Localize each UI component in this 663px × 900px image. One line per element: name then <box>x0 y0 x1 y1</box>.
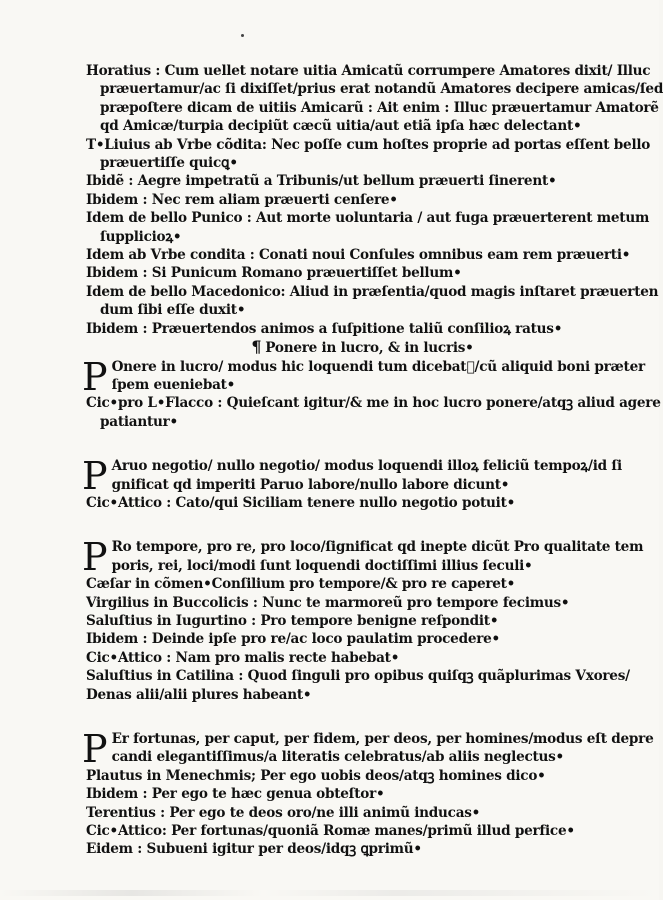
spacer <box>86 704 599 730</box>
text-line: Saluſtius in Catilina : Quod ſinguli pro opibus quiſqꝫ quãplurimas Vxores/ <box>86 668 630 685</box>
text-line: gnificat qd imperiti Paruo labore/nullo labore dicunt• <box>111 476 510 493</box>
text-line: qd Amicæ/turpia decipiũt cæcũ uitia/aut etiã ipſa hæc delectant• <box>100 118 582 135</box>
text-line: Cic•Attico: Per fortunas/quoniã Romæ manes/primũ illud perfice• <box>86 823 575 840</box>
heading-text: Ponere in lucro, & in lucris• <box>265 340 474 357</box>
paragraph <box>82 727 654 771</box>
text-line: Ibidem : Si Punicum Romano præuertiſſet bellum• <box>86 265 462 282</box>
text-line: præuertiſſe quicꝗ• <box>100 155 238 172</box>
text-line: Eidem : Subueni igitur per deos/idqꝫ ꝗprimũ• <box>86 841 422 858</box>
text-line: Ibidem : Nec rem aliam præuerti cenſere• <box>86 191 398 208</box>
text-line: præpoſtere dicam de uitiis Amicarũ : Ait enim : Illuc præuertamur Amatorẽ <box>100 99 659 116</box>
text-line: T•Liuius ab Vrbe cõdita: Nec poſſe cum hoſtes proprie ad portas eſſent bello <box>86 136 651 153</box>
text-line: Ro tempore, pro re, pro loco/ſignificat qd inepte dicũt Pro qualitate tem <box>111 539 644 556</box>
text-line: ſpem eueniebat• <box>111 376 236 393</box>
text-line: Denas alii/alii plures habeant• <box>86 686 312 703</box>
text-line: Aruo negotio/ nullo negotio/ modus loquendi illoꝝ feliciũ tempoꝝ/id ſi <box>111 458 622 475</box>
spacer <box>86 431 599 457</box>
section-ponere-in-lucro <box>82 354 661 432</box>
spacer <box>86 512 599 538</box>
text-line: patiantur• <box>100 413 178 430</box>
section-pro-tempore <box>82 535 644 704</box>
drop-cap: P <box>82 354 108 399</box>
text-line: Ibidẽ : Aegre impetratũ a Tribunis/ut bellum præuerti ſinerent• <box>86 173 557 190</box>
paragraph <box>82 535 644 580</box>
scan-edge <box>0 890 659 896</box>
drop-cap: P <box>82 535 108 580</box>
text-line: Onere in lucro/ modus hic loquendi tum dicebatᷓ/cũ aliquid boni præter <box>111 358 645 375</box>
drop-cap: P <box>82 727 108 771</box>
text-line: Er fortunas, per caput, per fidem, per deos, per homines/modus eſt depre <box>111 731 654 747</box>
paragraph <box>82 354 645 399</box>
text-line: Ibidem : Deinde ipſe pro re/ac loco paulatim procedere• <box>86 631 500 648</box>
text-line: Cæſar in cõmen•Conſilium pro tempore/& pro re caperet• <box>86 576 516 593</box>
text-line: Idem ab Vrbe condita : Conati noui Conſules omnibus eam rem præuerti• <box>86 247 631 264</box>
section-paruo-negotio <box>82 454 622 512</box>
text-line: ſupplicioꝝ• <box>100 228 182 245</box>
paragraph <box>82 454 622 499</box>
text-line: Cic•pro L•Flacco : Quieſcant igitur/& me in hoc lucro ponere/atqꝫ aliud agere <box>86 395 661 412</box>
text-line: poris, rei, loci/modi ſunt loquendi doctiſſimi illius ſeculi• <box>111 557 533 574</box>
section-per-fortunas <box>82 727 654 859</box>
text-line: Idem de bello Punico : Aut morte uoluntaria / aut fuga præuerterent metum <box>86 210 650 227</box>
text-line: præuertamur/ac ſi dixiſſet/prius erat notandũ Amatores decipere amicas/ſed <box>100 81 663 98</box>
pilcrow-icon: ¶ <box>251 337 262 357</box>
text-line: candi elegantiſſimus/a literatis celebratus/ab aliis neglectus• <box>111 749 564 766</box>
text-line: Virgilius in Buccolicis : Nunc te marmoreũ pro tempore fecimus• <box>86 594 570 611</box>
section-praeuertere <box>86 62 663 338</box>
text-line: Idem de bello Macedonico: Aliud in præſentia/quod magis inſtaret præuerten <box>86 283 659 300</box>
section-heading <box>86 338 599 357</box>
text-line: dum ſibi eſſe duxit• <box>100 302 246 319</box>
text-line: Cic•Attico : Cato/qui Siciliam tenere nullo negotio potuit• <box>86 494 516 511</box>
text-line: Ibidem : Præuertendos animos a ſuſpitione taliũ conſilioꝝ ratus• <box>86 320 563 337</box>
text-line: Plautus in Menechmis; Per ego uobis deos/atqꝫ homines dico• <box>86 767 546 784</box>
text-line: Cic•Attico : Nam pro malis recte habebat• <box>86 649 400 666</box>
text-line: Terentius : Per ego te deos oro/ne illi animũ inducas• <box>86 804 481 821</box>
page-speck <box>241 34 244 37</box>
drop-cap: P <box>82 454 108 499</box>
text-line: Saluſtius in Iugurtino : Pro tempore benigne reſpondit• <box>86 612 499 629</box>
text-line: Ibidem : Per ego te hæc genua obteſtor• <box>86 786 385 803</box>
text-line: Horatius : Cum uellet notare uitia Amicatũ corrumpere Amatores dixit/ Illuc <box>86 63 651 79</box>
